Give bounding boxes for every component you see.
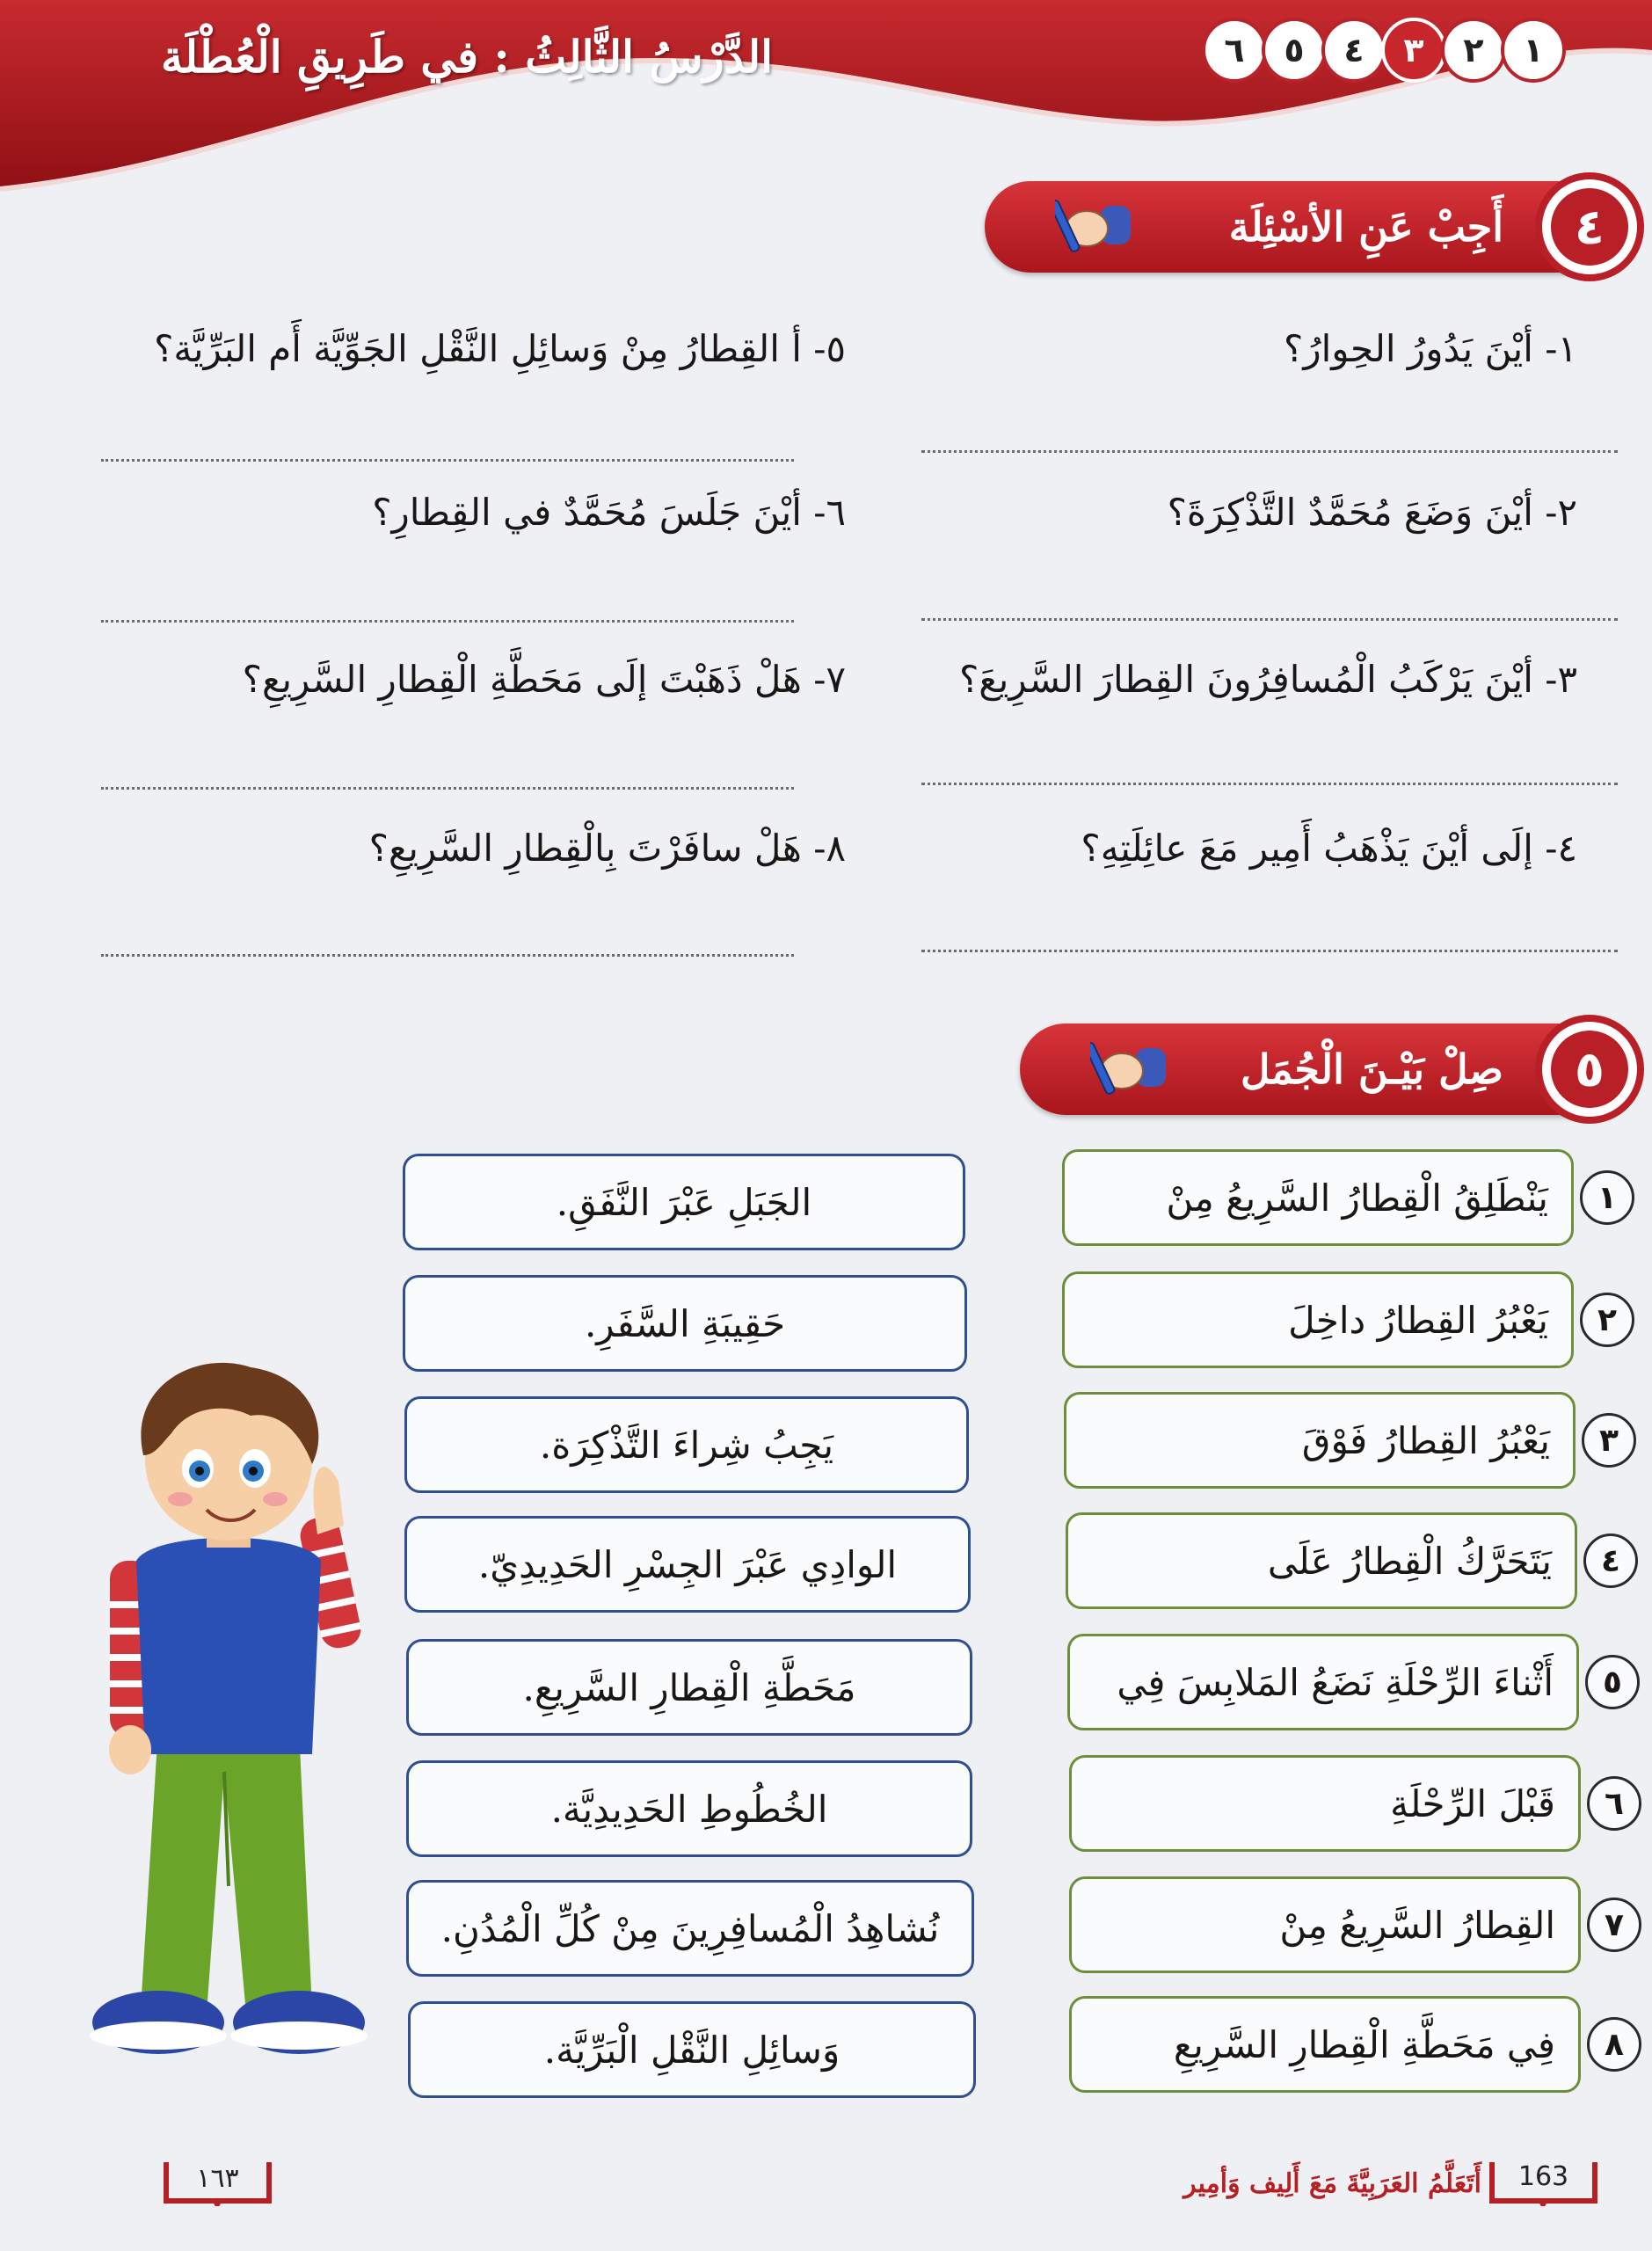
match-right-1[interactable]: يَنْطَلِقُ الْقِطارُ السَّرِيعُ مِنْ xyxy=(1062,1149,1574,1246)
answer-line-5[interactable] xyxy=(101,459,794,462)
match-left-4[interactable]: الوادِي عَبْرَ الجِسْرِ الحَدِيدِيّ. xyxy=(404,1516,971,1613)
section5-number: ٥ xyxy=(1551,1031,1628,1108)
match-left-8[interactable]: وَسائِلِ النَّقْلِ الْبَرِّيَّة. xyxy=(408,2001,976,2098)
lesson-circle-6: ٦ xyxy=(1202,18,1267,83)
section4-number: ٤ xyxy=(1551,188,1628,266)
question-5: ٥- أ القِطارُ مِنْ وَسائِلِ النَّقْلِ الجَوِّيَّة أَم البَرِّيَّة؟ xyxy=(154,327,846,370)
lesson-title: الدَّرْسُ الثَّالِثُ : في طَرِيقِ الْعُطْلَة xyxy=(160,31,773,83)
match-number-7: ٧ xyxy=(1587,1898,1641,1952)
answer-line-6[interactable] xyxy=(101,620,794,623)
lesson-circle-3: ٣ xyxy=(1381,18,1446,83)
match-left-6[interactable]: الخُطُوطِ الحَدِيدِيَّة. xyxy=(406,1760,972,1857)
answer-line-2[interactable] xyxy=(921,618,1618,621)
question-6: ٦- أيْنَ جَلَسَ مُحَمَّدٌ في القِطارِ؟ xyxy=(372,491,846,534)
match-right-5[interactable]: أَثْناءَ الرِّحْلَةِ نَضَعُ المَلابِسَ فِي xyxy=(1067,1634,1579,1730)
match-right-3[interactable]: يَعْبُرُ القِطارُ فَوْقَ xyxy=(1064,1392,1576,1489)
lesson-circle-2: ٢ xyxy=(1441,18,1506,83)
section5-banner xyxy=(1020,1024,1618,1115)
match-right-7[interactable]: القِطارُ السَّرِيعُ مِنْ xyxy=(1069,1876,1581,1973)
match-right-8[interactable]: فِي مَحَطَّةِ الْقِطارِ السَّرِيعِ xyxy=(1069,1996,1581,2093)
match-left-3[interactable]: يَجِبُ شِراءَ التَّذْكِرَة. xyxy=(404,1396,969,1493)
match-number-4: ٤ xyxy=(1583,1533,1638,1588)
answer-line-3[interactable] xyxy=(921,783,1618,785)
writing-hand-icon xyxy=(1055,193,1134,260)
section4-number-badge xyxy=(1535,172,1644,281)
question-3: ٣- أيْنَ يَرْكَبُ الْمُسافِرُونَ القِطارَ السَّرِيعَ؟ xyxy=(958,658,1577,701)
lesson-circle-4: ٤ xyxy=(1321,18,1386,83)
writing-hand-icon xyxy=(1090,1036,1169,1103)
question-2: ٢- أيْنَ وَضَعَ مُحَمَّدٌ التَّذْكِرَةَ؟ xyxy=(1167,491,1577,534)
answer-line-8[interactable] xyxy=(101,954,794,957)
lesson-number-circles xyxy=(1207,18,1566,83)
match-number-6: ٦ xyxy=(1587,1776,1641,1831)
section5-title: صِلْ بَيْـنَ الْجُمَل xyxy=(1240,1045,1503,1093)
lesson-circle-1: ١ xyxy=(1501,18,1566,83)
match-number-2: ٢ xyxy=(1580,1293,1634,1347)
match-left-2[interactable]: حَقِيبَةِ السَّفَرِ. xyxy=(403,1275,967,1372)
match-left-1[interactable]: الجَبَلِ عَبْرَ النَّفَقِ. xyxy=(403,1154,965,1250)
page-number-latin: 163 xyxy=(1517,2161,1569,2192)
match-right-4[interactable]: يَتَحَرَّكُ الْقِطارُ عَلَى xyxy=(1066,1512,1577,1609)
answer-line-1[interactable] xyxy=(921,450,1618,453)
match-number-8: ٨ xyxy=(1587,2017,1641,2072)
match-right-6[interactable]: قَبْلَ الرِّحْلَةِ xyxy=(1069,1755,1581,1852)
match-number-1: ١ xyxy=(1580,1170,1634,1225)
section5-number-badge xyxy=(1535,1015,1644,1124)
match-right-2[interactable]: يَعْبُرُ القِطارُ داخِلَ xyxy=(1062,1271,1574,1368)
match-number-3: ٣ xyxy=(1582,1413,1636,1468)
question-7: ٧- هَلْ ذَهَبْتَ إلَى مَحَطَّةِ الْقِطارِ السَّرِيعِ؟ xyxy=(242,658,846,701)
page-number-arabic: ١٦٣ xyxy=(196,2163,239,2194)
match-number-5: ٥ xyxy=(1585,1655,1640,1709)
question-8: ٨- هَلْ سافَرْتَ بِالْقِطارِ السَّرِيعِ؟ xyxy=(368,827,846,870)
question-4: ٤- إلَى أيْنَ يَذْهَبُ أَمِير مَعَ عائِلَتِهِ؟ xyxy=(1081,827,1577,870)
section4-title: أَجِبْ عَنِ الأسْئِلَة xyxy=(1228,203,1503,251)
question-1: ١- أيْنَ يَدُورُ الحِوارُ؟ xyxy=(1284,327,1577,370)
lesson-circle-5: ٥ xyxy=(1262,18,1327,83)
match-left-5[interactable]: مَحَطَّةِ الْقِطارِ السَّرِيعِ. xyxy=(406,1639,972,1736)
answer-line-7[interactable] xyxy=(101,787,794,790)
book-title-footer: أَتَعَلَّمُ العَرَبِيَّةَ مَعَ أَلِيف وَأمِير xyxy=(1183,2168,1481,2199)
answer-line-4[interactable] xyxy=(921,950,1618,952)
boy-illustration xyxy=(75,1359,391,2062)
match-left-7[interactable]: نُشاهِدُ الْمُسافِرِينَ مِنْ كُلِّ الْمُدُنِ. xyxy=(406,1880,974,1977)
section4-banner xyxy=(985,181,1618,273)
